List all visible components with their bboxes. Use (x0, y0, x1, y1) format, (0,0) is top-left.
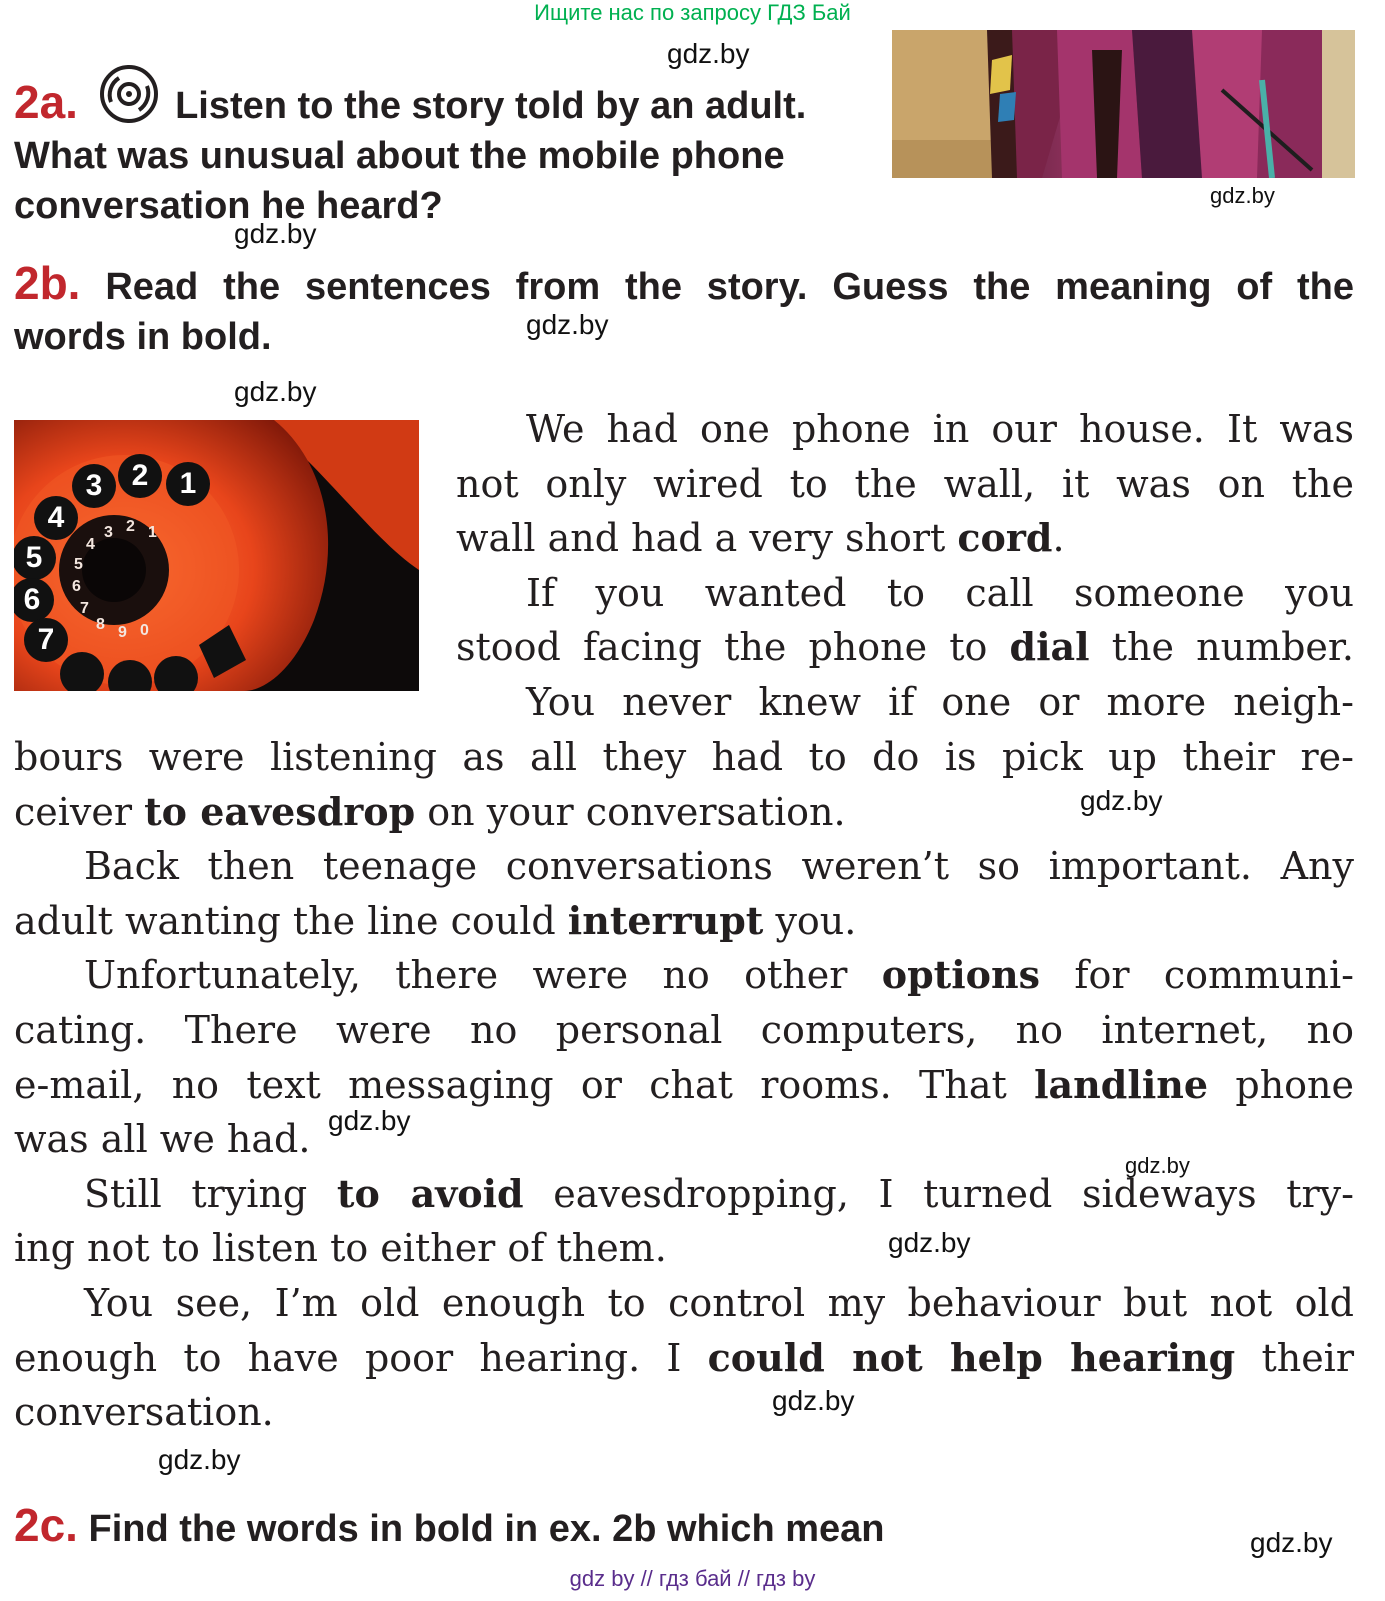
bold-word: to eavesdrop (144, 788, 416, 834)
story-line: . (1052, 516, 1065, 561)
exercise-2b-line: words in bold. (14, 316, 272, 358)
story-line: ceiver (14, 789, 145, 834)
story-line: Still trying (84, 1171, 337, 1216)
story-line: the number. (1089, 625, 1354, 670)
dial-digit: 0 (140, 622, 149, 639)
cd-icon (99, 64, 159, 124)
dial-hole: 5 (14, 536, 56, 580)
dial-hole: 2 (118, 454, 162, 498)
watermark: gdz.by (888, 1227, 971, 1258)
exercise-2a-line: conversation he heard? (14, 185, 443, 227)
dial-digit: 3 (104, 524, 113, 541)
story-line: conversation. (14, 1390, 274, 1435)
story-line: you. (763, 898, 857, 943)
watermark: gdz.by (1125, 1153, 1190, 1178)
footer-links: gdz by // гдз бай // гдз by (569, 1566, 816, 1591)
rotary-phone-photo (14, 420, 419, 691)
dial-digit: 7 (80, 600, 89, 617)
watermark: gdz.by (667, 38, 750, 69)
exercise-2a (14, 64, 874, 231)
watermark: gdz.by (328, 1105, 411, 1136)
dial-hole: 4 (34, 496, 78, 540)
dial-digit: 8 (96, 616, 105, 633)
story-line: Back then teenage conversations weren’t so important. Any (84, 844, 1354, 889)
watermark: gdz.by (1080, 785, 1163, 816)
exercise-2b (14, 258, 1354, 362)
story-text-top (456, 402, 1354, 730)
story-line: You never knew if one or more neigh- (526, 679, 1354, 724)
search-banner: Ищите нас по запросу ГДЗ Бай (534, 0, 851, 25)
story-line: adult wanting the line could (14, 898, 568, 943)
story-line: If you wanted to call someone you (526, 570, 1354, 615)
bold-word: dial (1009, 624, 1090, 670)
dial-digit: 4 (86, 536, 95, 553)
dial-hole: 6 (14, 578, 54, 622)
exercise-number: 2b. (14, 257, 81, 309)
bold-word: cord (957, 515, 1053, 561)
story-line: e-mail, no text messaging or chat rooms. That (14, 1062, 1035, 1107)
bold-word: landline (1034, 1061, 1209, 1107)
watermark: gdz.by (1210, 183, 1275, 208)
watermark: gdz.by (772, 1385, 855, 1416)
exercise-2c-text: Find the words in bold in ex. 2b which mean (88, 1508, 885, 1550)
story-line: Unfortunately, there were no other (84, 953, 882, 998)
dial-hole: 3 (72, 464, 116, 508)
story-line: stood facing the phone to (456, 625, 1010, 670)
dial-hole: 7 (24, 618, 68, 662)
story-line: bours were listening as all they had to do is pick up their re- (14, 735, 1354, 779)
exercise-number: 2c. (14, 1499, 78, 1551)
bold-word: interrupt (567, 897, 764, 943)
dial-digit: 5 (74, 556, 83, 573)
dial-hole: 1 (166, 462, 210, 506)
bold-word: to avoid (336, 1170, 524, 1216)
dial-hole (60, 652, 104, 691)
dial-digit: 2 (126, 518, 135, 535)
dial-digit: 1 (148, 524, 157, 541)
watermark: gdz.by (234, 218, 317, 249)
story-line: for communi- (1040, 953, 1354, 998)
exercise-2c (14, 1500, 884, 1554)
watermark: gdz.by (158, 1444, 241, 1475)
exercise-2a-line: What was unusual about the mobile phone (14, 135, 785, 177)
bold-word: options (881, 952, 1041, 998)
dial-digit: 6 (72, 578, 81, 595)
story-line: on your conversation. (415, 789, 846, 834)
story-line: was all we had. (14, 1117, 311, 1162)
story-line: wall and had a very short (456, 516, 958, 561)
watermark: gdz.by (234, 376, 317, 407)
story-line: ing not to listen to either of them. (14, 1226, 667, 1271)
story-line: You see, I’m old enough to control my behaviour but not old (84, 1280, 1354, 1325)
story-line: enough to have poor hearing. I (14, 1335, 708, 1380)
exercise-2b-line: Read the sentences from the story. Guess the meaning of the (105, 266, 1354, 308)
watermark: gdz.by (526, 309, 609, 340)
story-line: cating. There were no personal computers, no internet, no (14, 1007, 1354, 1052)
masai-photo (892, 30, 1355, 178)
story-text-bottom (14, 730, 1354, 1440)
story-line: phone (1208, 1062, 1355, 1107)
exercise-2a-line: Listen to the story told by an adult. (175, 85, 807, 127)
story-line: their (1235, 1335, 1355, 1380)
story-line: We had one phone in our house. It was (526, 407, 1354, 451)
dial-digit: 9 (118, 624, 127, 641)
story-line: not only wired to the wall, it was on the (456, 461, 1354, 506)
story-line: eavesdropping, I turned sideways try- (523, 1171, 1354, 1216)
bold-word: could not help hearing (707, 1334, 1236, 1380)
watermark: gdz.by (1250, 1527, 1333, 1558)
exercise-number: 2a. (14, 76, 78, 128)
